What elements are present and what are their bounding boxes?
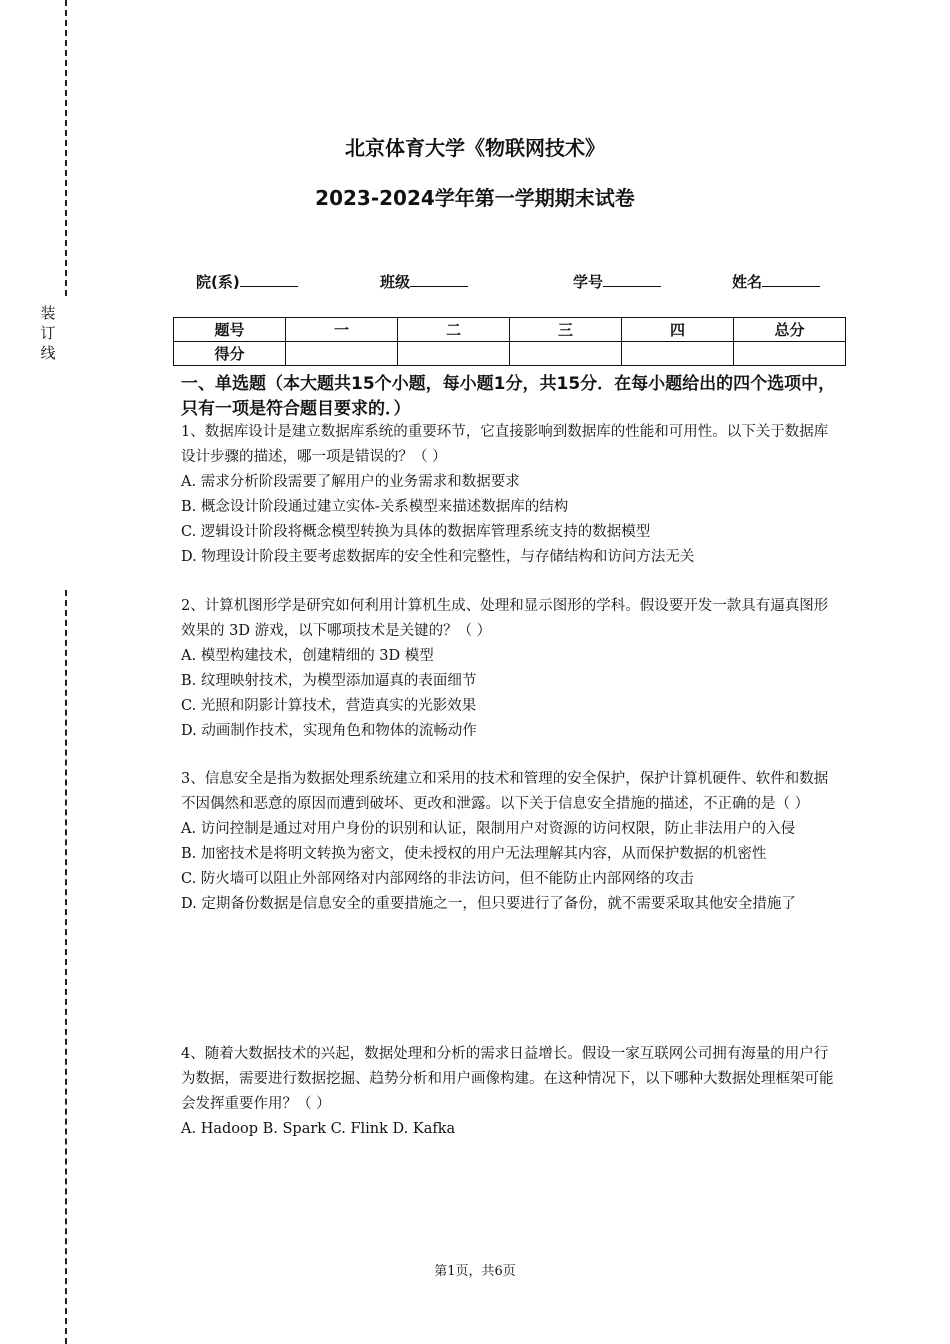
question-stem: 2、计算机图形学是研究如何利用计算机生成、处理和显示图形的学科。假设要开发一款具有逼真图形效果的 3D 游戏，以下哪项技术是关键的？（ ） [181, 598, 829, 639]
score-cell: 三 [510, 318, 622, 342]
score-cell: 总分 [734, 318, 846, 342]
question-option: B. 加密技术是将明文转换为密文，使未授权的用户无法理解其内容，从而保护数据的机密性 [181, 846, 767, 862]
score-cell: 题号 [174, 318, 286, 342]
question-option: B. 概念设计阶段通过建立实体-关系模型来描述数据库的结构 [181, 499, 569, 515]
name-blank[interactable] [762, 270, 820, 287]
score-cell: 二 [398, 318, 510, 342]
question-stem: 1、数据库设计是建立数据库系统的重要环节，它直接影响到数据库的性能和可用性。以下关于数据库设计步骤的描述，哪一项是错误的？（ ） [181, 424, 829, 465]
student-id-blank[interactable] [603, 270, 661, 287]
score-entry-cell[interactable] [734, 342, 846, 366]
score-cell: 四 [622, 318, 734, 342]
question-option: D. 物理设计阶段主要考虑数据库的安全性和完整性，与存储结构和访问方法无关 [181, 549, 695, 565]
exam-title: 北京体育大学《物联网技术》 [345, 136, 605, 160]
question-option: C. 防火墙可以阻止外部网络对内部网络的非法访问，但不能防止内部网络的攻击 [181, 871, 694, 887]
class-field [380, 270, 468, 292]
student-id-label: 学号 [573, 273, 604, 291]
question-2 [181, 594, 841, 744]
question-stem: 3、信息安全是指为数据处理系统建立和采用的技术和管理的安全保护，保护计算机硬件、软件和数据不因偶然和恶意的原因而遭到破坏、更改和泄露。以下关于信息安全措施的描述，不正确的是（ ） [181, 771, 829, 812]
binding-label [38, 303, 58, 363]
class-blank[interactable] [410, 270, 468, 287]
college-field [196, 270, 298, 292]
section-heading: 一、单选题（本大题共15个小题，每小题1分，共15分．在每小题给出的四个选项中，只有一项是符合题目要求的．） [181, 374, 836, 419]
score-table-header-row [174, 318, 846, 342]
binding-char: 线 [40, 344, 56, 362]
question-option: D. 动画制作技术，实现角色和物体的流畅动作 [181, 723, 477, 739]
name-label: 姓名 [732, 273, 763, 291]
question-option: A. 模型构建技术，创建精细的 3D 模型 [181, 648, 434, 664]
score-entry-cell[interactable] [510, 342, 622, 366]
college-label: 院(系) [196, 273, 240, 291]
question-option: A. 访问控制是通过对用户身份的识别和认证，限制用户对资源的访问权限，防止非法用户的入侵 [181, 821, 796, 837]
question-option: D. 定期备份数据是信息安全的重要措施之一，但只要进行了备份，就不需要采取其他安全措施了 [181, 896, 796, 912]
page-number: 第1页，共6页 [434, 1264, 516, 1279]
binding-dashed-line-bottom [65, 590, 67, 1344]
college-blank[interactable] [240, 270, 298, 287]
question-option: C. 光照和阴影计算技术，营造真实的光影效果 [181, 698, 477, 714]
score-entry-cell[interactable] [286, 342, 398, 366]
binding-char: 订 [40, 324, 56, 342]
question-option: C. 逻辑设计阶段将概念模型转换为具体的数据库管理系统支持的数据模型 [181, 524, 651, 540]
score-table [173, 317, 846, 366]
binding-char: 装 [40, 304, 56, 322]
score-table-score-row [174, 342, 846, 366]
question-stem: 4、随着大数据技术的兴起，数据处理和分析的需求日益增长。假设一家互联网公司拥有海量的用户行为数据，需要进行数据挖掘、趋势分析和用户画像构建。在这种情况下，以下哪种大数据处理框架可能会发挥重要作用？（ ） [181, 1046, 834, 1112]
score-cell: 得分 [174, 342, 286, 366]
student-info-row [0, 270, 950, 292]
score-entry-cell[interactable] [622, 342, 734, 366]
name-field [732, 270, 820, 292]
score-cell: 一 [286, 318, 398, 342]
student-id-field [573, 270, 661, 292]
question-option: A. 需求分析阶段需要了解用户的业务需求和数据要求 [181, 474, 520, 490]
question-3 [181, 767, 841, 917]
exam-subtitle: 2023-2024学年第一学期期末试卷 [315, 186, 635, 210]
question-option: A. Hadoop B. Spark C. Flink D. Kafka [181, 1121, 456, 1137]
question-option: B. 纹理映射技术，为模型添加逼真的表面细节 [181, 673, 477, 689]
score-entry-cell[interactable] [398, 342, 510, 366]
question-1 [181, 420, 841, 570]
class-label: 班级 [380, 273, 411, 291]
question-4 [181, 1042, 841, 1142]
